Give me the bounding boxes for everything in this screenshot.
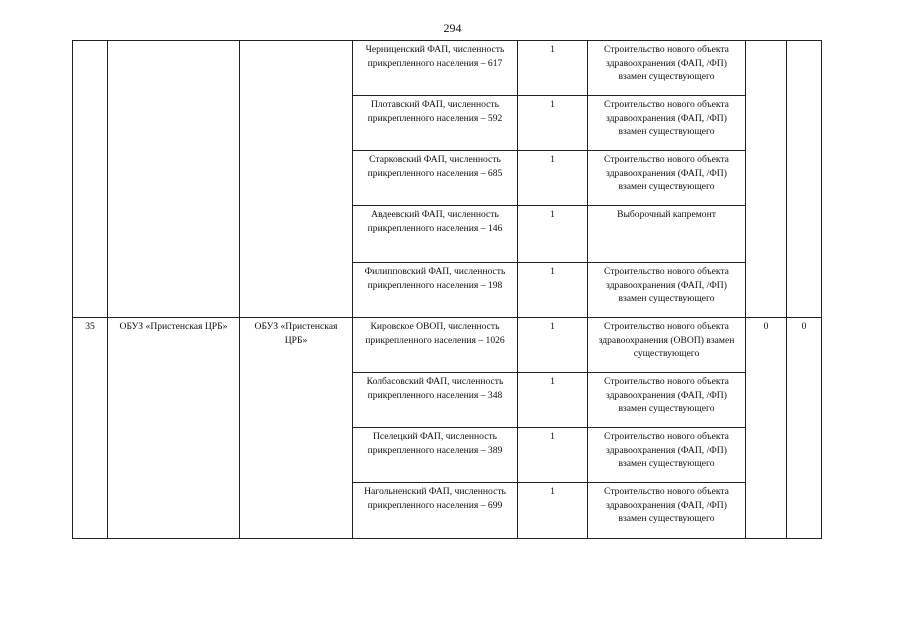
document-table [72,40,822,539]
cell-number [73,41,108,318]
cell-value-b [787,41,822,318]
cell-action: Строительство нового объекта здравоохранения (ФАП, /ФП) взамен существующего [588,428,746,483]
cell-action: Строительство нового объекта здравоохранения (ОВОП) взамен существующего [588,318,746,373]
cell-facility: Черниценский ФАП, численность прикрепленного населения – 617 [353,41,518,96]
cell-count: 1 [518,483,588,539]
cell-count: 1 [518,428,588,483]
cell-organization-2 [240,41,353,318]
cell-facility: Плотавский ФАП, численность прикрепленного населения – 592 [353,96,518,151]
cell-action: Строительство нового объекта здравоохранения (ФАП, /ФП) взамен существующего [588,41,746,96]
cell-organization: ОБУЗ «Пристенская ЦРБ» [108,318,240,539]
cell-facility: Старковский ФАП, численность прикрепленного населения – 685 [353,151,518,206]
table-row [73,41,822,96]
cell-action: Выборочный капремонт [588,206,746,263]
cell-value-a [746,41,787,318]
cell-action: Строительство нового объекта здравоохранения (ФАП, /ФП) взамен существующего [588,263,746,318]
cell-organization [108,41,240,318]
cell-facility: Нагольненский ФАП, численность прикрепленного населения – 699 [353,483,518,539]
cell-value-a: 0 [746,318,787,539]
cell-action: Строительство нового объекта здравоохранения (ФАП, /ФП) взамен существующего [588,483,746,539]
cell-count: 1 [518,151,588,206]
cell-number: 35 [73,318,108,539]
cell-action: Строительство нового объекта здравоохранения (ФАП, /ФП) взамен существующего [588,151,746,206]
cell-facility: Авдеевский ФАП, численность прикрепленного населения – 146 [353,206,518,263]
cell-organization-2: ОБУЗ «Пристенская ЦРБ» [240,318,353,539]
table-row [73,318,822,373]
cell-facility: Пселецкий ФАП, численность прикрепленного населения – 389 [353,428,518,483]
cell-facility: Кировское ОВОП, численность прикрепленного населения – 1026 [353,318,518,373]
cell-count: 1 [518,96,588,151]
cell-count: 1 [518,373,588,428]
cell-count: 1 [518,318,588,373]
cell-value-b: 0 [787,318,822,539]
cell-count: 1 [518,263,588,318]
cell-count: 1 [518,206,588,263]
page-number: 294 [443,21,462,35]
cell-action: Строительство нового объекта здравоохранения (ФАП, /ФП) взамен существующего [588,96,746,151]
cell-count: 1 [518,41,588,96]
cell-facility: Филипповский ФАП, численность прикрепленного населения – 198 [353,263,518,318]
cell-facility: Колбасовский ФАП, численность прикрепленного населения – 348 [353,373,518,428]
cell-action: Строительство нового объекта здравоохранения (ФАП, /ФП) взамен существующего [588,373,746,428]
